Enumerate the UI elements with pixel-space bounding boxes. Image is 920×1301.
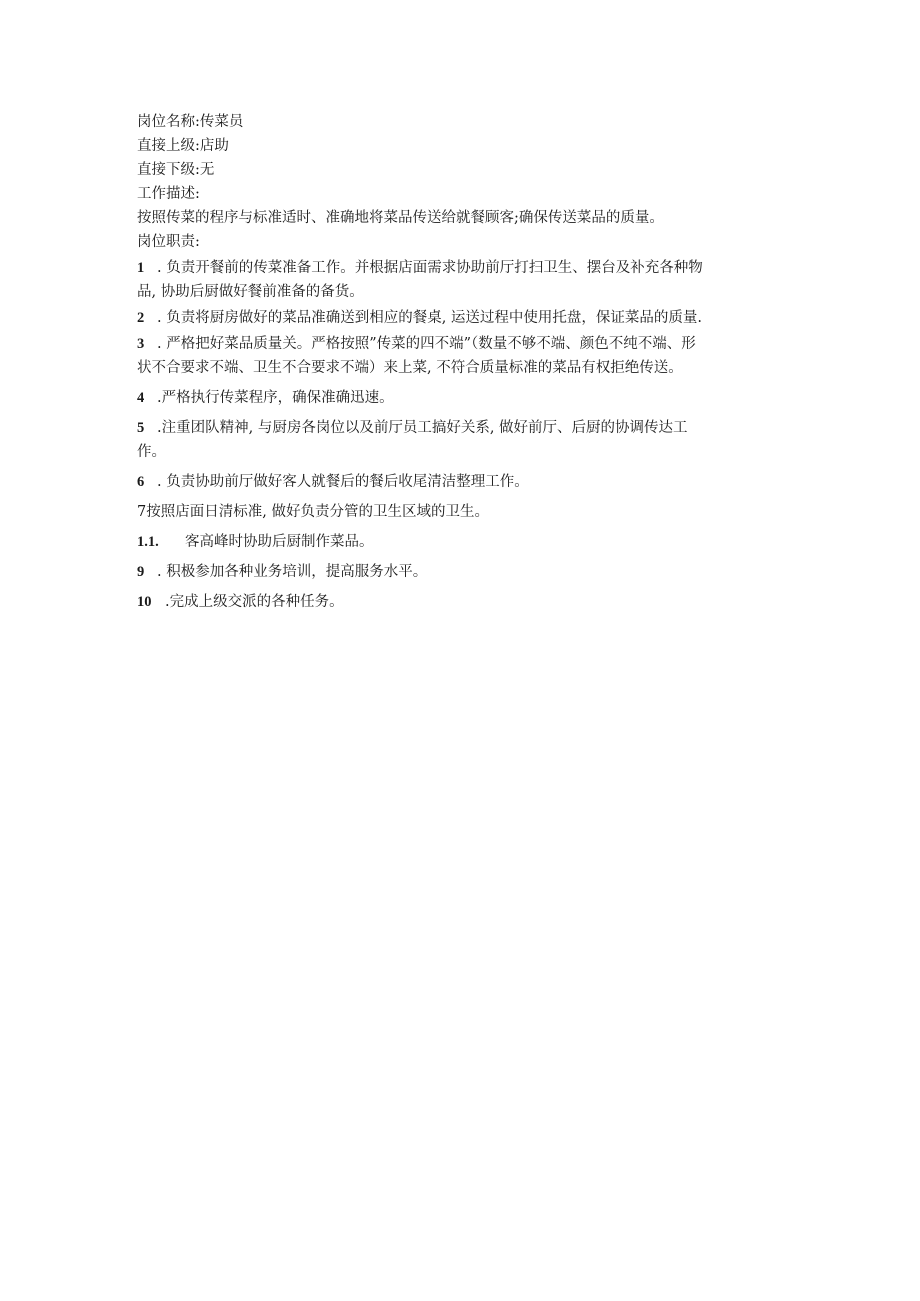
duty-number: 9 [137, 564, 145, 580]
duty-item [137, 256, 707, 304]
duty-item [137, 416, 707, 464]
duty-item [137, 306, 707, 330]
duty-number: 6 [137, 474, 145, 490]
duty-item [137, 530, 707, 554]
duty-number: 10 [137, 594, 152, 610]
job-description-title: 工作描述: [137, 186, 200, 202]
duty-text: .完成上级交派的各种任务。 [165, 594, 344, 610]
duty-item [137, 500, 707, 524]
duty-text: 客高峰时协助后厨制作菜品。 [185, 534, 374, 550]
duty-item [137, 386, 707, 410]
duty-text: . 负责开餐前的传菜准备工作。并根据店面需求协助前厅打扫卫生、摆台及补充各种物品, 协助后厨做好餐前准备的备货。 [137, 260, 703, 300]
direct-subordinate: 直接下级:无 [137, 162, 215, 178]
duty-text: . 严格把好菜品质量关。严格按照”传菜的四不端”（数量不够不端、颜色不纯不端、形状不合要求不端、卫生不合要求不端）来上菜, 不符合质量标准的菜品有权拒绝传送。 [137, 336, 696, 376]
document-body [137, 110, 707, 614]
position-name: 岗位名称:传菜员 [137, 114, 244, 130]
duty-item [137, 560, 707, 584]
duty-number: 4 [137, 390, 145, 406]
duty-text: .严格执行传菜程序，确保准确迅速。 [157, 390, 394, 406]
duty-number: 5 [137, 420, 145, 436]
duty-text: .注重团队精神, 与厨房各岗位以及前厅员工搞好关系, 做好前厅、后厨的协调传达工作。 [137, 420, 688, 460]
duty-number: 1.1. [137, 534, 159, 550]
duty-number: 3 [137, 336, 145, 352]
duty-text: . 积极参加各种业务培训，提高服务水平。 [157, 564, 428, 580]
duty-number: 2 [137, 310, 145, 326]
duties-title: 岗位职责: [137, 234, 200, 250]
job-description-text: 按照传菜的程序与标准适时、准确地将菜品传送给就餐顾客;确保传送菜品的质量。 [137, 210, 664, 226]
duty-text: 7按照店面日清标准, 做好负责分管的卫生区域的卫生。 [137, 504, 489, 520]
duty-item [137, 470, 707, 494]
duty-text: . 负责协助前厅做好客人就餐后的餐后收尾清洁整理工作。 [157, 474, 529, 490]
duty-text: . 负责将厨房做好的菜品准确送到相应的餐桌, 运送过程中使用托盘，保证菜品的质量. [157, 310, 703, 326]
duty-number: 1 [137, 260, 145, 276]
direct-superior: 直接上级:店助 [137, 138, 229, 154]
duty-item [137, 332, 707, 380]
duty-item [137, 590, 707, 614]
